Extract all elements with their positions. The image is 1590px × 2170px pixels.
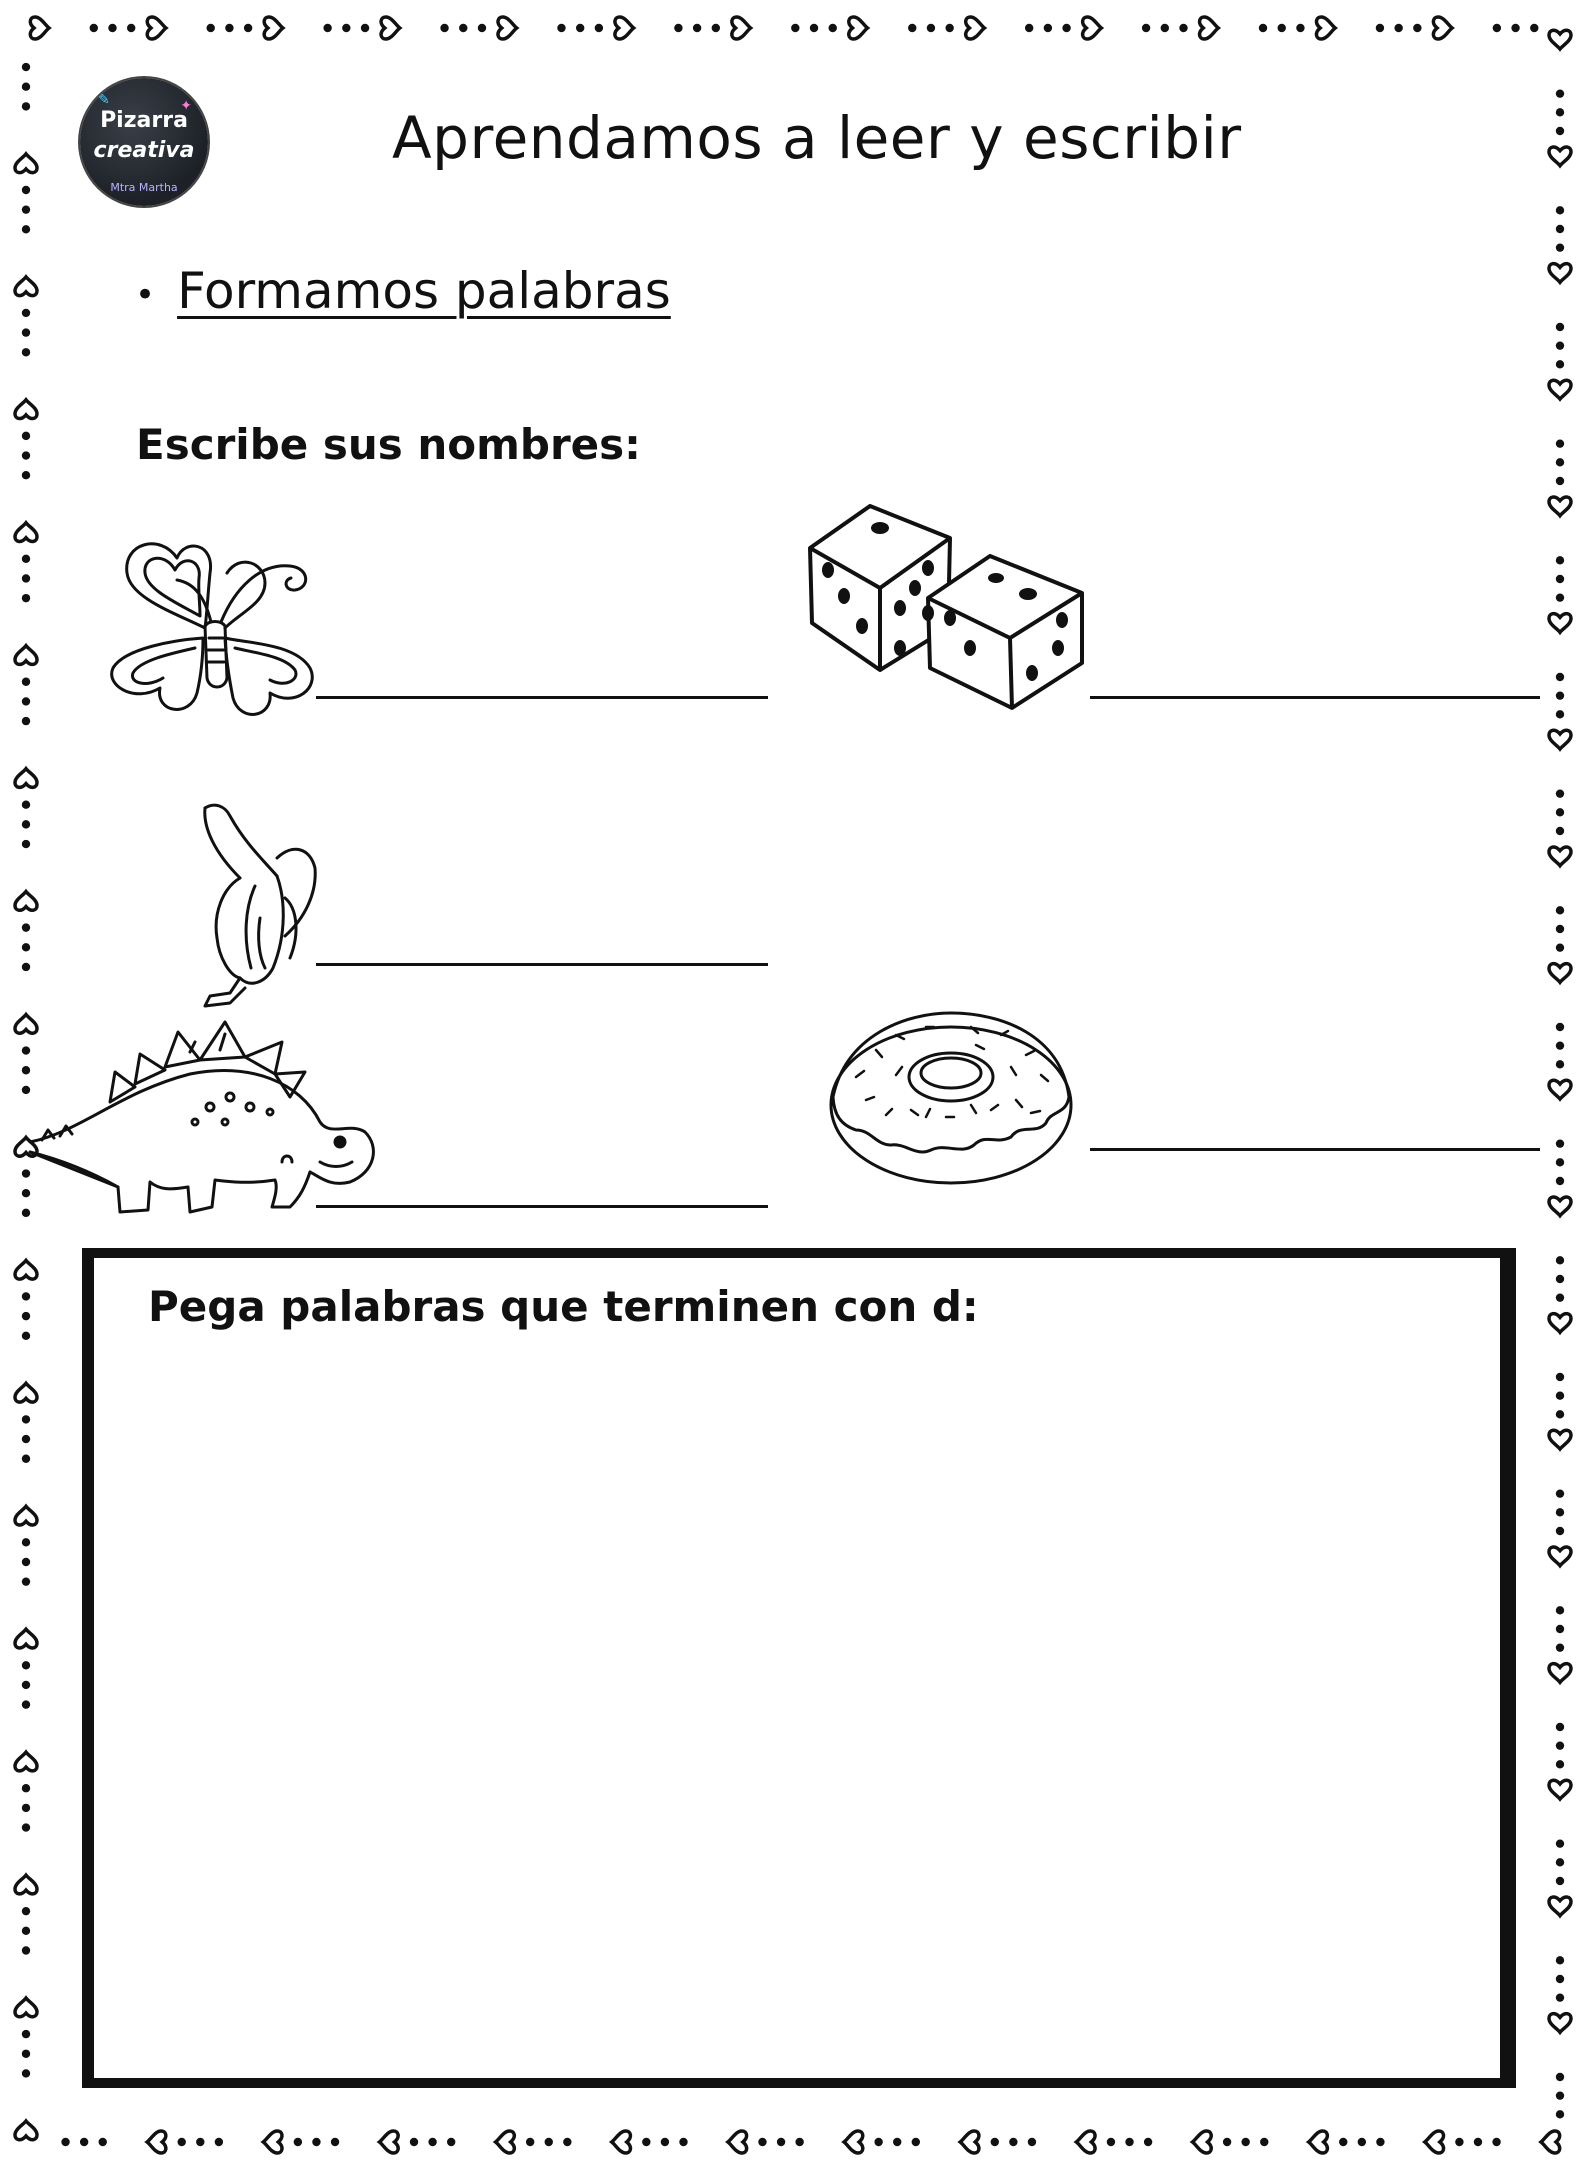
write-names-instruction: Escribe sus nombres: bbox=[136, 420, 641, 469]
border-dot bbox=[1556, 1508, 1564, 1516]
border-heart-icon bbox=[1549, 264, 1571, 283]
border-dot bbox=[1556, 943, 1564, 951]
border-dot bbox=[1556, 1760, 1564, 1768]
border-dot bbox=[22, 1332, 30, 1340]
border-dot bbox=[1455, 2138, 1463, 2146]
border-dot bbox=[777, 2138, 785, 2146]
border-dot bbox=[196, 2138, 204, 2146]
border-dot bbox=[1556, 1410, 1564, 1418]
border-heart-icon bbox=[379, 2131, 398, 2153]
border-heart-icon bbox=[15, 1875, 37, 1894]
border-heart-icon bbox=[147, 2131, 166, 2153]
border-dot bbox=[22, 1700, 30, 1708]
border-dot bbox=[1376, 24, 1384, 32]
border-dot bbox=[244, 24, 252, 32]
border-dot bbox=[1556, 789, 1564, 797]
border-dot bbox=[1241, 2138, 1249, 2146]
border-heart-icon bbox=[1549, 847, 1571, 866]
border-dot bbox=[22, 717, 30, 725]
dinosaur-icon bbox=[20, 1012, 380, 1227]
border-dot bbox=[1556, 458, 1564, 466]
border-dot bbox=[1556, 1177, 1564, 1185]
border-dot bbox=[22, 225, 30, 233]
section-subtitle bbox=[135, 262, 671, 320]
border-dot bbox=[758, 2138, 766, 2146]
border-dot bbox=[22, 1784, 30, 1792]
border-dot bbox=[1296, 24, 1304, 32]
bullet-icon: • bbox=[135, 274, 156, 315]
page-title: Aprendamos a leer y escribir bbox=[392, 104, 1242, 172]
border-dot bbox=[1413, 24, 1421, 32]
border-dot bbox=[22, 1823, 30, 1831]
answer-line-dinosaur[interactable] bbox=[316, 1205, 768, 1208]
border-dot bbox=[1556, 341, 1564, 349]
border-dot bbox=[22, 1312, 30, 1320]
border-heart-icon bbox=[15, 1506, 37, 1525]
border-heart-icon bbox=[15, 769, 37, 788]
border-heart-icon bbox=[1549, 147, 1571, 166]
border-heart-icon bbox=[1549, 614, 1571, 633]
border-dot bbox=[1556, 1956, 1564, 1964]
border-dot bbox=[693, 24, 701, 32]
doodle-icon: ✎ bbox=[98, 92, 110, 108]
border-dot bbox=[1556, 2091, 1564, 2099]
border-dot bbox=[1556, 593, 1564, 601]
border-heart-icon bbox=[15, 1260, 37, 1279]
border-dot bbox=[410, 2138, 418, 2146]
border-dot bbox=[545, 2138, 553, 2146]
logo-text-pizarra: Pizarra bbox=[100, 108, 188, 133]
border-dot bbox=[1556, 477, 1564, 485]
border-heart-icon bbox=[1549, 2014, 1571, 2033]
border-dot bbox=[1556, 225, 1564, 233]
border-dot bbox=[1009, 2138, 1017, 2146]
border-dot bbox=[1556, 1158, 1564, 1166]
border-dot bbox=[1556, 1373, 1564, 1381]
border-heart-icon bbox=[1549, 30, 1571, 49]
border-heart-icon bbox=[496, 2131, 515, 2153]
border-dot bbox=[1394, 24, 1402, 32]
border-dot bbox=[1556, 1877, 1564, 1885]
border-dot bbox=[927, 24, 935, 32]
border-heart-icon bbox=[263, 2131, 282, 2153]
border-heart-icon bbox=[728, 2131, 747, 2153]
border-heart-icon bbox=[498, 17, 517, 39]
border-dot bbox=[22, 923, 30, 931]
butterfly-icon bbox=[105, 528, 325, 738]
border-heart-icon bbox=[15, 1752, 37, 1771]
border-dot bbox=[1556, 1023, 1564, 1031]
donut-icon bbox=[826, 1005, 1076, 1187]
border-dot bbox=[127, 24, 135, 32]
border-dot bbox=[22, 1661, 30, 1669]
border-dot bbox=[22, 1946, 30, 1954]
border-dot bbox=[1556, 575, 1564, 583]
answer-line-dice[interactable] bbox=[1090, 696, 1540, 699]
border-heart-icon bbox=[1541, 2131, 1560, 2153]
border-dot bbox=[1556, 89, 1564, 97]
border-dot bbox=[1144, 2138, 1152, 2146]
border-dot bbox=[712, 24, 720, 32]
border-dot bbox=[90, 24, 98, 32]
border-dot bbox=[1062, 24, 1070, 32]
border-dot bbox=[1556, 1741, 1564, 1749]
border-dot bbox=[642, 2138, 650, 2146]
border-heart-icon bbox=[1200, 17, 1219, 39]
border-dot bbox=[1556, 1993, 1564, 2001]
border-dot bbox=[1556, 1256, 1564, 1264]
border-dot bbox=[679, 2138, 687, 2146]
border-dot bbox=[459, 24, 467, 32]
border-dot bbox=[22, 1681, 30, 1689]
border-dot bbox=[810, 24, 818, 32]
border-heart-icon bbox=[1083, 17, 1102, 39]
border-dot bbox=[1376, 2138, 1384, 2146]
border-dot bbox=[1556, 1391, 1564, 1399]
border-dot bbox=[22, 1577, 30, 1585]
border-dot bbox=[1025, 24, 1033, 32]
border-dot bbox=[1556, 1060, 1564, 1068]
border-dot bbox=[22, 555, 30, 563]
border-dot bbox=[22, 1907, 30, 1915]
border-dot bbox=[22, 348, 30, 356]
border-dot bbox=[22, 2069, 30, 2077]
border-dot bbox=[1556, 1625, 1564, 1633]
border-dot bbox=[22, 697, 30, 705]
answer-line-butterfly[interactable] bbox=[316, 696, 768, 699]
border-dot bbox=[61, 2138, 69, 2146]
pizarra-creativa-logo bbox=[80, 78, 208, 206]
border-heart-icon bbox=[15, 1629, 37, 1648]
border-dot bbox=[1556, 360, 1564, 368]
border-dot bbox=[178, 2138, 186, 2146]
border-dot bbox=[22, 963, 30, 971]
border-dot bbox=[22, 1435, 30, 1443]
border-dot bbox=[1556, 1643, 1564, 1651]
border-dot bbox=[1556, 439, 1564, 447]
border-dot bbox=[874, 2138, 882, 2146]
border-dot bbox=[576, 24, 584, 32]
border-dot bbox=[1556, 691, 1564, 699]
border-dot bbox=[908, 24, 916, 32]
border-dot bbox=[1125, 2138, 1133, 2146]
border-dot bbox=[1556, 1606, 1564, 1614]
paste-words-instruction: Pega palabras que terminen con d: bbox=[148, 1282, 979, 1331]
border-heart-icon bbox=[15, 400, 37, 419]
border-heart-icon bbox=[15, 154, 37, 173]
border-dot bbox=[1556, 925, 1564, 933]
border-dot bbox=[22, 678, 30, 686]
border-dot bbox=[1556, 2110, 1564, 2118]
border-heart-icon bbox=[381, 17, 400, 39]
banana-icon bbox=[185, 798, 325, 1008]
border-dot bbox=[1556, 1527, 1564, 1535]
border-dot bbox=[1556, 108, 1564, 116]
border-heart-icon bbox=[960, 2131, 979, 2153]
border-dot bbox=[22, 102, 30, 110]
border-dot bbox=[1260, 2138, 1268, 2146]
border-dot bbox=[1358, 2138, 1366, 2146]
border-dot bbox=[1259, 24, 1267, 32]
border-dot bbox=[563, 2138, 571, 2146]
border-heart-icon bbox=[1309, 2131, 1328, 2153]
border-dot bbox=[1556, 906, 1564, 914]
border-heart-icon bbox=[147, 17, 166, 39]
border-dot bbox=[22, 2030, 30, 2038]
border-dot bbox=[22, 1415, 30, 1423]
border-dot bbox=[1556, 243, 1564, 251]
border-dot bbox=[22, 800, 30, 808]
border-heart-icon bbox=[1549, 1547, 1571, 1566]
border-dot bbox=[1556, 2073, 1564, 2081]
border-dot bbox=[22, 1538, 30, 1546]
border-dot bbox=[22, 574, 30, 582]
border-heart-icon bbox=[15, 1383, 37, 1402]
border-dot bbox=[1028, 2138, 1036, 2146]
star-doodle-icon: ✦ bbox=[180, 98, 192, 114]
border-heart-icon bbox=[966, 17, 985, 39]
border-dot bbox=[1107, 2138, 1115, 2146]
border-heart-icon bbox=[1549, 1430, 1571, 1449]
border-heart-icon bbox=[1549, 1780, 1571, 1799]
border-dot bbox=[595, 24, 603, 32]
border-heart-icon bbox=[732, 17, 751, 39]
border-dot bbox=[22, 328, 30, 336]
border-dot bbox=[478, 24, 486, 32]
border-dot bbox=[893, 2138, 901, 2146]
border-dot bbox=[447, 2138, 455, 2146]
border-heart-icon bbox=[1549, 1664, 1571, 1683]
border-dot bbox=[1556, 1839, 1564, 1847]
border-dot bbox=[1556, 1139, 1564, 1147]
border-heart-icon bbox=[1549, 380, 1571, 399]
border-heart-icon bbox=[15, 2121, 37, 2140]
border-heart-icon bbox=[1549, 730, 1571, 749]
border-dot bbox=[1161, 24, 1169, 32]
border-heart-icon bbox=[1193, 2131, 1212, 2153]
border-dot bbox=[22, 205, 30, 213]
border-dot bbox=[342, 24, 350, 32]
border-dot bbox=[1556, 556, 1564, 564]
border-heart-icon bbox=[1549, 1080, 1571, 1099]
border-dot bbox=[1556, 127, 1564, 135]
border-dot bbox=[215, 2138, 223, 2146]
border-dot bbox=[22, 451, 30, 459]
border-dot bbox=[1223, 2138, 1231, 2146]
border-dot bbox=[1556, 710, 1564, 718]
border-dot bbox=[829, 24, 837, 32]
border-dot bbox=[22, 1455, 30, 1463]
answer-line-banana[interactable] bbox=[316, 963, 768, 966]
border-dot bbox=[1530, 24, 1538, 32]
border-dot bbox=[99, 2138, 107, 2146]
border-dot bbox=[22, 840, 30, 848]
border-heart-icon bbox=[1549, 1197, 1571, 1216]
border-heart-icon bbox=[1549, 497, 1571, 516]
border-heart-icon bbox=[1549, 1897, 1571, 1916]
border-dot bbox=[22, 943, 30, 951]
border-dot bbox=[1556, 323, 1564, 331]
logo-text-author: Mtra Martha bbox=[110, 181, 178, 194]
border-dot bbox=[22, 2050, 30, 2058]
border-heart-icon bbox=[1425, 2131, 1444, 2153]
dice-icon bbox=[800, 498, 1100, 712]
border-dot bbox=[1278, 24, 1286, 32]
border-dot bbox=[526, 2138, 534, 2146]
border-dot bbox=[795, 2138, 803, 2146]
border-heart-icon bbox=[264, 17, 283, 39]
border-dot bbox=[22, 820, 30, 828]
border-dot bbox=[1556, 1489, 1564, 1497]
border-heart-icon bbox=[1076, 2131, 1095, 2153]
border-dot bbox=[22, 83, 30, 91]
border-heart-icon bbox=[844, 2131, 863, 2153]
border-heart-icon bbox=[15, 892, 37, 911]
border-dot bbox=[22, 471, 30, 479]
border-dot bbox=[312, 2138, 320, 2146]
border-dot bbox=[1474, 2138, 1482, 2146]
border-dot bbox=[22, 1804, 30, 1812]
border-dot bbox=[1556, 673, 1564, 681]
border-dot bbox=[557, 24, 565, 32]
answer-line-donut[interactable] bbox=[1090, 1148, 1540, 1151]
border-heart-icon bbox=[15, 1998, 37, 2017]
border-dot bbox=[1556, 1275, 1564, 1283]
border-dot bbox=[1492, 2138, 1500, 2146]
border-dot bbox=[1556, 1723, 1564, 1731]
border-dot bbox=[1511, 24, 1519, 32]
paste-words-box[interactable] bbox=[82, 1248, 1516, 2088]
border-dot bbox=[1556, 1293, 1564, 1301]
border-dot bbox=[791, 24, 799, 32]
border-dot bbox=[225, 24, 233, 32]
border-heart-icon bbox=[849, 17, 868, 39]
border-dot bbox=[674, 24, 682, 32]
border-dot bbox=[1556, 808, 1564, 816]
border-heart-icon bbox=[30, 17, 49, 39]
border-heart-icon bbox=[1316, 17, 1335, 39]
border-dot bbox=[912, 2138, 920, 2146]
border-dot bbox=[991, 2138, 999, 2146]
border-dot bbox=[428, 2138, 436, 2146]
border-heart-icon bbox=[612, 2131, 631, 2153]
border-heart-icon bbox=[1549, 964, 1571, 983]
border-dot bbox=[361, 24, 369, 32]
border-heart-icon bbox=[1549, 1314, 1571, 1333]
border-dot bbox=[945, 24, 953, 32]
border-dot bbox=[1556, 1975, 1564, 1983]
border-dot bbox=[207, 24, 215, 32]
border-dot bbox=[108, 24, 116, 32]
border-dot bbox=[661, 2138, 669, 2146]
border-dot bbox=[1556, 827, 1564, 835]
section-subtitle-text: Formamos palabras bbox=[177, 262, 671, 320]
border-dot bbox=[1142, 24, 1150, 32]
border-dot bbox=[22, 1927, 30, 1935]
border-dot bbox=[323, 24, 331, 32]
border-dot bbox=[80, 2138, 88, 2146]
border-dot bbox=[22, 1558, 30, 1566]
border-heart-icon bbox=[1433, 17, 1452, 39]
border-heart-icon bbox=[615, 17, 634, 39]
border-dot bbox=[294, 2138, 302, 2146]
border-dot bbox=[1556, 1858, 1564, 1866]
border-dot bbox=[1556, 206, 1564, 214]
border-dot bbox=[22, 1292, 30, 1300]
border-heart-icon bbox=[15, 277, 37, 296]
border-dot bbox=[331, 2138, 339, 2146]
border-dot bbox=[1556, 1041, 1564, 1049]
border-dot bbox=[22, 63, 30, 71]
border-heart-icon bbox=[15, 523, 37, 542]
border-dot bbox=[440, 24, 448, 32]
border-dot bbox=[22, 309, 30, 317]
border-dot bbox=[22, 432, 30, 440]
border-dot bbox=[1493, 24, 1501, 32]
logo-text-creativa: creativa bbox=[93, 138, 195, 163]
border-dot bbox=[22, 186, 30, 194]
border-dot bbox=[1044, 24, 1052, 32]
border-dot bbox=[1339, 2138, 1347, 2146]
border-heart-icon bbox=[15, 646, 37, 665]
border-dot bbox=[1179, 24, 1187, 32]
border-dot bbox=[22, 594, 30, 602]
